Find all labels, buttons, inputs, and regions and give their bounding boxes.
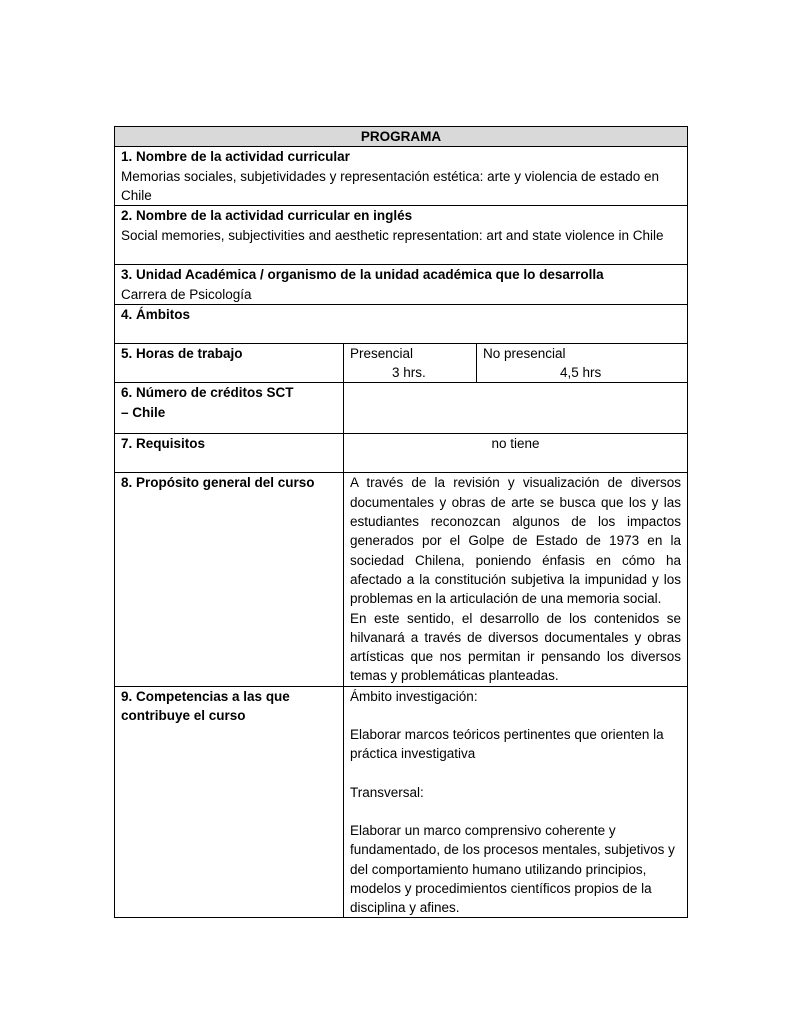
section-4-row — [115, 304, 688, 343]
competencia-transversal: Elaborar un marco comprensivo coherente y fundamentado, de los procesos mentales, subjetivos y del comportamiento humano utilizando principios, modelos y procedimientos científicos propios de la disciplina y afines. — [350, 822, 675, 916]
section-8-paragraph-2: En este sentido, el desarrollo de los contenidos se hilvanará a través de diversos documentales y obras artísticas que nos permitan ir pensando los diversos temas y problemáticas planteadas. — [350, 610, 682, 684]
presencial-value: 3 hrs. — [392, 365, 426, 381]
section-1-value: Memorias sociales, subjetividades y representación estética: arte y violencia de estado en Chile — [121, 168, 660, 203]
section-9-row — [115, 686, 688, 918]
section-2-value: Social memories, subjectivities and aesthetic representation: art and state violence in Chile — [121, 227, 664, 243]
section-2-row — [115, 206, 688, 265]
section-5-title: 5. Horas de trabajo — [115, 343, 344, 383]
no-presencial-cell — [477, 343, 688, 383]
section-3-title: 3. Unidad Académica / organismo de la unidad académica que lo desarrolla — [121, 267, 604, 283]
section-8-row — [115, 473, 688, 686]
section-3-row — [115, 265, 688, 305]
no-presencial-label: No presencial — [483, 345, 566, 361]
presencial-label: Presencial — [350, 345, 414, 361]
section-7-title: 7. Requisitos — [115, 434, 344, 473]
section-8-title: 8. Propósito general del curso — [115, 473, 344, 686]
section-6-value — [344, 383, 688, 434]
section-1-title: 1. Nombre de la actividad curricular — [121, 149, 350, 165]
section-8-paragraph-1: A través de la revisión y visualización de diversos documentales y obras de arte se busca que los y las estudiantes reconozcan algunos de los impactos generados por el Golpe de Estado de 1973 en la sociedad Chilena, poniendo énfasis en cómo ha afectado a la constitución subjetiva la impunidad y los problemas en la articulación de una memoria social. — [350, 475, 682, 607]
transversal-label: Transversal: — [350, 784, 424, 800]
programa-header-row — [115, 127, 688, 147]
section-5-row — [115, 343, 688, 383]
section-2-title: 2. Nombre de la actividad curricular en inglés — [121, 208, 413, 224]
section-4-title: 4. Ámbitos — [115, 304, 688, 343]
section-6-row — [115, 383, 688, 434]
section-7-row — [115, 434, 688, 473]
section-3-value: Carrera de Psicología — [121, 286, 252, 302]
programa-table — [114, 126, 688, 918]
programa-title: PROGRAMA — [115, 127, 688, 147]
section-6-title: 6. Número de créditos SCT – Chile — [115, 383, 344, 434]
presencial-cell — [344, 343, 477, 383]
competencia-investigacion: Elaborar marcos teóricos pertinentes que orienten la práctica investigativa — [350, 727, 664, 762]
section-9-title: 9. Competencias a las que contribuye el curso — [115, 686, 344, 918]
no-presencial-value: 4,5 hrs — [560, 365, 602, 381]
section-1-row — [115, 147, 688, 206]
section-7-value: no tiene — [344, 434, 688, 473]
ambito-investigacion-label: Ámbito investigación: — [350, 688, 478, 704]
